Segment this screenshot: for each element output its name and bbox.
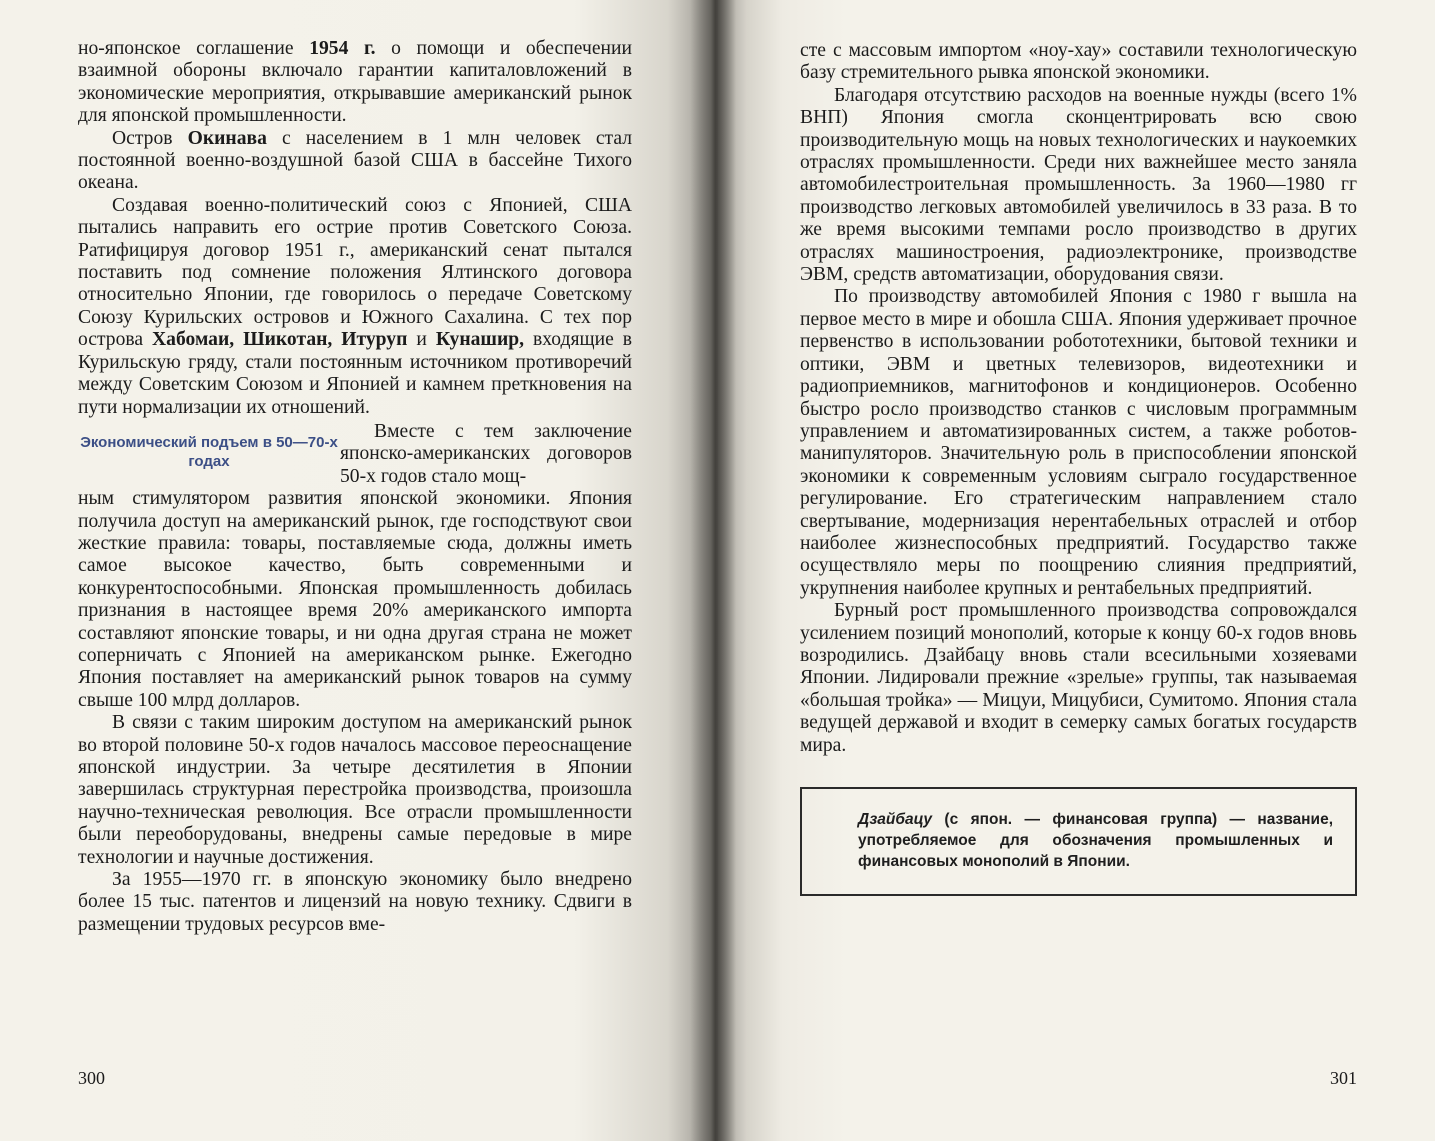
left-paragraphs-bottom [78,488,632,936]
definition-term: Дзайбацу [858,811,933,828]
page-number-right: 301 [1330,1068,1357,1088]
text-run: Остров [112,127,188,149]
text-run: Создавая военно-политический союз с Японией, США пытались направить его острие против Советского Союза. Ратифицируя договор 1951 г., американский сенат пытался поставить под сомнение положения Ялтинского договора относительно Японии, где говорилось о передаче Советскому Союзу Курильских островов и Южного Сахалина. С тех пор острова [78,194,632,351]
bold-term: Хабомаи, Шикотан, Итуруп [152,329,408,351]
text-run: Бурный рост промышленного производства сопровождался усилением позиций монополий, которые к концу 60-х годов вновь возродились. Дзайбацу вновь стали всесильными хозяевами Японии. Лидировали прежние «зрелые» группы, так называемая «большая тройка» — Мицуи, Мицубиси, Сумитомо. Япония стала ведущей державой и входит в семерку самых богатых государств мира. [800,600,1357,756]
left-paragraph [78,488,632,712]
text-run: ным стимулятором развития японской экономики. Япония получила доступ на американский рынок, где господствуют свои жесткие правила: товары, поставляемые сюда, должны иметь самое высокое качество, быть современными и конкурентоспособными. Японская промышленность добилась признания в настоящее время 20% американского импорта составляют японские товары, и ни одна другая страна не может соперничать с Японией на американском рынке. Ежегодно Япония поставляет на американский рынок товаров на сумму свыше 100 млрд долларов. [78,488,632,711]
definition-text: (с япон. — финансовая группа) — название, употребляемое для обозначения промышленных и финансовых монополий в Японии. [858,811,1333,870]
left-paragraph [78,195,632,419]
section-first-lines: Вместе с тем заключение японско-американских договоров 50-х годов стало мощ- [340,420,632,487]
text-run: о помощи и обеспечении взаимной обороны включало гарантии капиталовложений в экономические мероприятия, открывавшие американский рынок для японской промышленности. [78,38,633,127]
right-paragraph [800,40,1357,85]
text-run: В связи с таким широким доступом на американский рынок во второй половине 50-х годов началось массовое переоснащение японской индустрии. За четыре десятилетия в Японии завершилась структурная перестройка производства, произошла научно-техническая революция. Все отрасли промышленности были переоборудованы, внедрены самые передовые в мире технологии и научные достижения. [78,712,632,868]
left-paragraph [78,128,632,195]
text-run: но-японское соглашение [78,38,310,59]
left-paragraph [78,38,632,128]
bold-term: Кунашир, [435,329,525,351]
book-gutter-shadow [690,0,736,1141]
left-paragraphs-top [78,38,632,419]
right-paragraphs [800,40,1357,757]
text-run: и [407,329,436,351]
right-page [718,0,1435,1141]
bold-term: Окинава [187,127,267,149]
text-run: с населением в 1 млн человек стал постоянной военно-воздушной базой США в бассейне Тихого океана. [78,127,632,194]
text-run: За 1955—1970 гг. в японскую экономику было внедрено более 15 тыс. патентов и лицензий на новую технику. Сдвиги в размещении трудовых ресурсов вме- [78,869,632,935]
bold-term: 1954 г. [309,38,376,59]
left-paragraph [78,712,632,869]
text-run: входящие в Курильскую гряду, стали постоянным источником противоречий между Советским Союзом и Японией и камнем преткновения на пути нормализации их отношений. [78,329,632,418]
right-column [800,40,1357,757]
left-paragraph [78,869,632,936]
right-paragraph [800,85,1357,287]
page-number-left: 300 [78,1068,105,1088]
left-column [78,38,632,936]
text-run: Благодаря отсутствию расходов на военные нужды (всего 1% ВНП) Япония смогла сконцентрировать всю свою производительную мощь на новых технологических и наукоемких отраслях промышленности. Среди них важнейшее место заняла автомобилестроительная промышленность. За 1960—1980 гг производство легковых автомобилей увеличилось в 33 раза. В то же время высокими темпами росло производство в других отраслях машиностроения, радиоэлектронике, производстве ЭВМ, средств автоматизации, оборудования связи. [800,84,1357,286]
right-paragraph [800,286,1357,600]
right-paragraph [800,600,1357,757]
margin-heading-block [78,421,632,488]
section-heading: Экономический подъем в 50—70-х годах [80,433,338,470]
definition-box [800,787,1357,896]
text-run: По производству автомобилей Япония с 1980 г вышла на первое место в мире и обошла США. Япония удерживает прочное первенство в использовании робототехники, бытовой техники и оптики, ЭВМ и цветных телевизоров, видеотехники и радиоприемников, магнитофонов и кондиционеров. Особенно быстро росло производство станков с числовым программным управлением и автоматизированных систем, а также роботов-манипуляторов. Значительную роль в приспособлении японской экономики к современным условиям сыграло государственное регулирование. Его стратегическим направлением стало свертывание, модернизация нерентабельных отраслей и отбор наиболее жизнеспособных предприятий. Государство также осуществляло меры по поощрению слияния предприятий, укрупнения наиболее крупных и рентабельных предприятий. [800,286,1357,599]
text-run: сте с массовым импортом «ноу-хау» составили технологическую базу стремительного рывка японской экономики. [800,40,1357,84]
